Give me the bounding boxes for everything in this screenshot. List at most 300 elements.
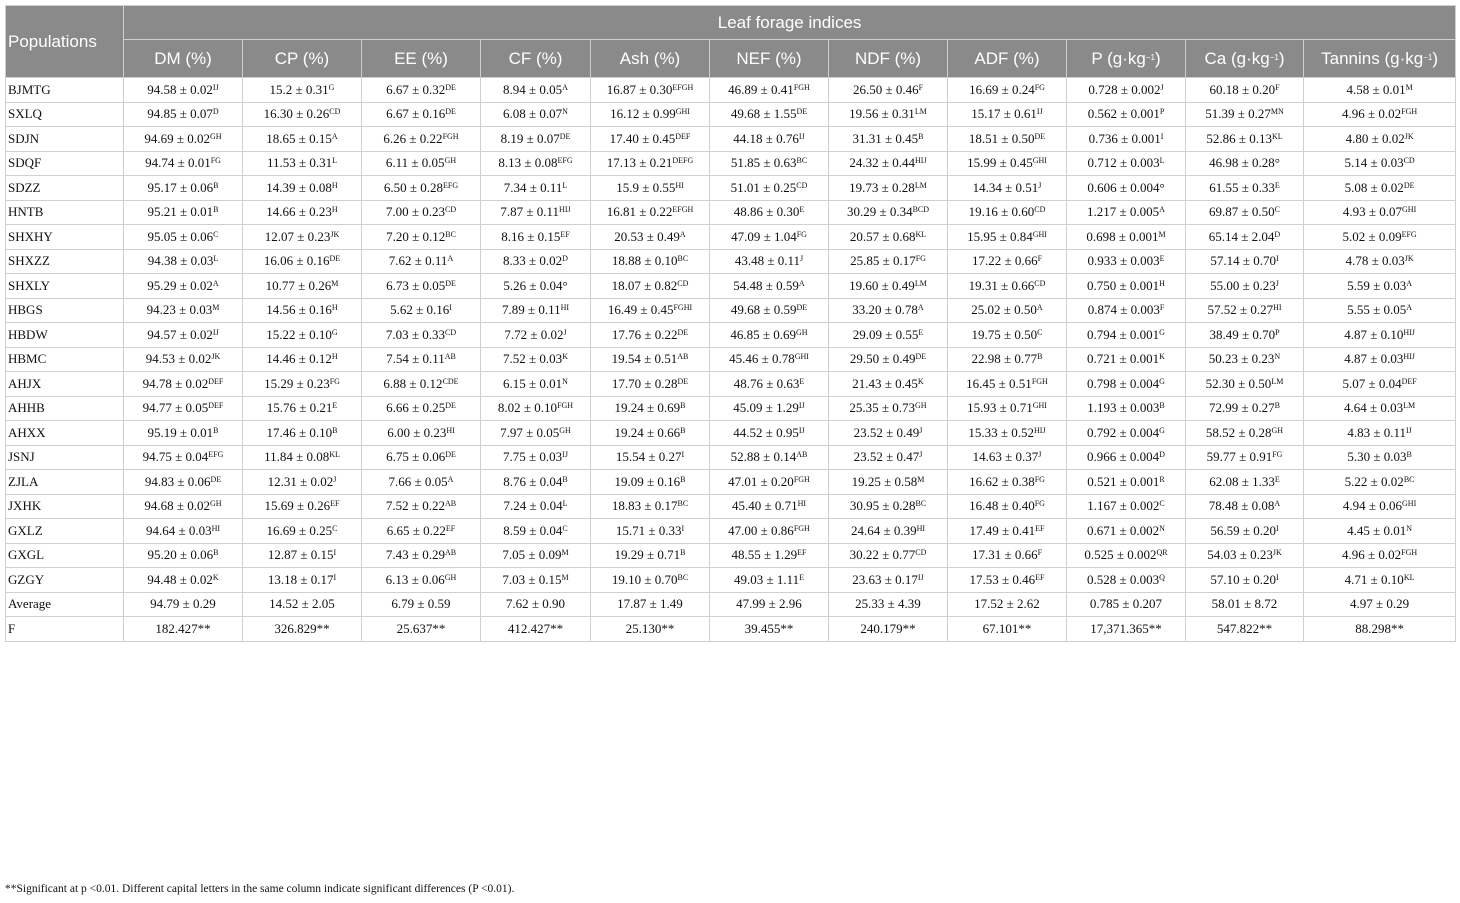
significance-letters: AB xyxy=(444,352,456,362)
value-cell xyxy=(124,298,243,323)
significance-letters: CD xyxy=(677,278,689,288)
significance-letters: FG xyxy=(796,229,807,239)
cell-value: 4.71 ± 0.10 xyxy=(1344,571,1404,587)
value-cell xyxy=(948,372,1067,397)
significance-letters: J xyxy=(1160,82,1164,92)
value-cell xyxy=(1186,176,1304,201)
significance-letters: FG xyxy=(1034,474,1045,484)
significance-letters: KL xyxy=(1403,572,1415,582)
significance-letters: CD xyxy=(915,548,927,558)
cell-value: 0.798 ± 0.004 xyxy=(1087,375,1160,391)
table-footnote: **Significant at p <0.01. Different capital letters in the same column indicate significant differences (P <0.01). xyxy=(5,883,515,895)
value-cell xyxy=(591,445,710,470)
value-cell xyxy=(124,470,243,495)
significance-letters: B xyxy=(918,131,924,141)
cell-value: 44.52 ± 0.95 xyxy=(733,424,799,440)
significance-letters: C xyxy=(1159,499,1165,509)
cell-value: 16.30 ± 0.26 xyxy=(263,106,330,122)
cell-value: 4.78 ± 0.03 xyxy=(1345,253,1405,269)
significance-letters: I xyxy=(1160,131,1164,141)
value-cell xyxy=(124,102,243,127)
value-cell xyxy=(362,519,481,544)
population-cell: JXHK xyxy=(6,494,124,519)
value-cell xyxy=(710,494,829,519)
significance-letters: B xyxy=(680,401,686,411)
significance-letters: IJ xyxy=(798,131,805,141)
population-cell: SHXZZ xyxy=(6,249,124,274)
value-cell xyxy=(1304,568,1456,593)
significance-letters: MN xyxy=(1270,107,1284,117)
cell-value: 95.20 ± 0.06 xyxy=(147,547,214,563)
value-cell xyxy=(1186,249,1304,274)
value-cell xyxy=(243,470,362,495)
significance-letters: M xyxy=(561,548,569,558)
significance-letters: JK xyxy=(211,352,221,362)
cell-value: 19.31 ± 0.66 xyxy=(968,277,1035,293)
significance-letters: FGH xyxy=(793,474,810,484)
cell-value: 5.22 ± 0.02 xyxy=(1344,473,1404,489)
significance-letters: GH xyxy=(210,499,222,509)
value-cell xyxy=(481,323,591,348)
value-cell xyxy=(1186,200,1304,225)
significance-letters: I xyxy=(449,303,452,313)
significance-letters: A xyxy=(679,229,686,239)
cell-value: 46.89 ± 0.41 xyxy=(728,81,794,97)
significance-letters: BC xyxy=(677,254,689,264)
value-cell xyxy=(710,225,829,250)
value-cell xyxy=(948,347,1067,372)
table-row xyxy=(6,347,1456,372)
significance-letters: D xyxy=(212,107,219,117)
value-cell xyxy=(710,519,829,544)
value-cell xyxy=(1067,519,1186,544)
value-cell xyxy=(948,200,1067,225)
cell-value: 12.31 ± 0.02 xyxy=(267,473,334,489)
cell-value: 52.30 ± 0.50 xyxy=(1205,375,1272,391)
cell-value: 19.60 ± 0.49 xyxy=(849,277,915,293)
significance-letters: IJ xyxy=(798,401,805,411)
cell-value: 15.29 ± 0.23 xyxy=(264,375,330,391)
significance-letters: G xyxy=(1159,376,1165,386)
significance-letters: EF xyxy=(1035,523,1045,533)
cell-value: 95.05 ± 0.06 xyxy=(147,228,214,244)
value-cell xyxy=(829,127,948,152)
significance-letters: E xyxy=(799,205,805,215)
value-cell xyxy=(829,78,948,103)
column-header-label: CF (%) xyxy=(508,48,563,68)
value-cell xyxy=(1067,274,1186,299)
value-cell xyxy=(948,323,1067,348)
cell-value: 78.48 ± 0.08 xyxy=(1208,498,1275,514)
column-header xyxy=(481,40,591,78)
value-cell xyxy=(948,298,1067,323)
cell-value: 72.99 ± 0.27 xyxy=(1209,400,1275,416)
value-cell xyxy=(362,568,481,593)
significance-letters: HI xyxy=(560,303,570,313)
significance-letters: N xyxy=(562,107,568,117)
cell-value: 5.55 ± 0.05 xyxy=(1347,302,1407,318)
value-cell xyxy=(948,494,1067,519)
significance-letters: IJ xyxy=(798,425,805,435)
cell-value: 16.81 ± 0.22 xyxy=(606,204,673,220)
cell-value: 30.29 ± 0.34 xyxy=(846,204,913,220)
value-cell xyxy=(124,494,243,519)
significance-letters: J xyxy=(919,450,923,460)
significance-letters: E xyxy=(1274,180,1280,190)
significance-letters: F xyxy=(1159,303,1165,313)
significance-letters: AB xyxy=(445,499,457,509)
value-cell xyxy=(243,225,362,250)
cell-value: 16.69 ± 0.25 xyxy=(266,522,333,538)
value-cell xyxy=(243,298,362,323)
cell-value: 54.03 ± 0.23 xyxy=(1207,547,1273,563)
column-header-label: Ca (g·kg xyxy=(1204,48,1270,68)
cell-value: 0.698 ± 0.001 xyxy=(1086,228,1159,244)
significance-letters: C xyxy=(1037,327,1043,337)
cell-value: 51.85 ± 0.63 xyxy=(730,155,797,171)
cell-value: 25.130** xyxy=(625,620,675,636)
value-cell xyxy=(591,274,710,299)
cell-value: 0.525 ± 0.002 xyxy=(1084,547,1157,563)
significance-letters: J xyxy=(1038,180,1042,190)
significance-letters: DE xyxy=(445,107,456,117)
cell-value: 62.08 ± 1.33 xyxy=(1209,473,1275,489)
cell-value: 22.98 ± 0.77 xyxy=(971,351,1038,367)
value-cell xyxy=(710,127,829,152)
significance-letters: HI xyxy=(446,425,455,435)
significance-letters: GH xyxy=(796,327,808,337)
cell-value: 6.15 ± 0.01 xyxy=(503,375,563,391)
value-cell xyxy=(481,298,591,323)
value-cell xyxy=(124,543,243,568)
value-cell xyxy=(124,323,243,348)
population-cell: F xyxy=(6,617,124,642)
column-header xyxy=(1067,40,1186,78)
value-cell xyxy=(362,347,481,372)
value-cell xyxy=(948,151,1067,176)
cell-value: 18.07 ± 0.82 xyxy=(611,277,678,293)
value-cell xyxy=(1186,78,1304,103)
cell-value: 6.73 ± 0.05 xyxy=(386,277,446,293)
cell-value: 7.62 ± 0.11 xyxy=(388,253,448,269)
value-cell xyxy=(1067,200,1186,225)
value-cell xyxy=(710,543,829,568)
table-row xyxy=(6,543,1456,568)
cell-value: 52.88 ± 0.14 xyxy=(730,449,797,465)
significance-letters: I xyxy=(1275,572,1279,582)
value-cell xyxy=(1186,274,1304,299)
significance-letters: IJ xyxy=(1406,425,1412,435)
value-cell xyxy=(1067,396,1186,421)
significance-letters: FGH xyxy=(1401,107,1418,117)
significance-letters: L xyxy=(562,499,568,509)
cell-value: 326.829** xyxy=(274,620,330,636)
cell-value: 54.48 ± 0.59 xyxy=(733,277,799,293)
value-cell xyxy=(1304,519,1456,544)
value-cell xyxy=(481,151,591,176)
table-row xyxy=(6,445,1456,470)
value-cell xyxy=(243,519,362,544)
significance-letters: LM xyxy=(914,107,927,117)
value-cell xyxy=(1186,568,1304,593)
cell-value: 8.19 ± 0.07 xyxy=(500,130,560,146)
value-cell xyxy=(1304,200,1456,225)
cell-value: 1.193 ± 0.003 xyxy=(1087,400,1160,416)
value-cell xyxy=(591,127,710,152)
cell-value: 547.822** xyxy=(1216,620,1273,636)
significance-letters: G xyxy=(331,327,338,337)
cell-value: 6.65 ± 0.22 xyxy=(386,522,446,538)
cell-value: 7.62 ± 0.90 xyxy=(505,596,566,612)
significance-letters: DEF xyxy=(208,401,224,411)
cell-value: 0.736 ± 0.001 xyxy=(1088,130,1161,146)
significance-letters: GH xyxy=(444,572,457,582)
cell-value: 6.13 ± 0.06 xyxy=(385,571,445,587)
cell-value: 10.77 ± 0.26 xyxy=(265,277,332,293)
cell-value: 29.09 ± 0.55 xyxy=(852,326,919,342)
cell-value: 14.63 ± 0.37 xyxy=(972,449,1039,465)
significance-letters: F xyxy=(1275,82,1280,92)
value-cell xyxy=(948,102,1067,127)
value-cell xyxy=(829,445,948,470)
cell-value: 94.78 ± 0.02 xyxy=(142,375,209,391)
value-cell xyxy=(1067,372,1186,397)
significance-letters: HIJ xyxy=(915,156,927,166)
value-cell xyxy=(710,323,829,348)
significance-letters: BC xyxy=(677,572,689,582)
significance-letters: BC xyxy=(1403,474,1415,484)
value-cell xyxy=(710,421,829,446)
cell-value: 39.455** xyxy=(744,620,794,636)
significance-letters: EFGH xyxy=(672,82,694,92)
cell-value: 17.13 ± 0.21 xyxy=(606,155,673,171)
value-cell xyxy=(948,396,1067,421)
value-cell xyxy=(591,421,710,446)
column-header xyxy=(1304,40,1456,78)
significance-letters: DE xyxy=(1034,131,1046,141)
value-cell xyxy=(829,372,948,397)
cell-value: 7.43 ± 0.29 xyxy=(385,547,445,563)
value-cell xyxy=(481,176,591,201)
cell-value: 94.48 ± 0.02 xyxy=(147,571,213,587)
value-cell xyxy=(829,568,948,593)
value-cell xyxy=(124,592,243,617)
cell-value: 15.17 ± 0.61 xyxy=(971,106,1037,122)
cell-value: 4.97 ± 0.29 xyxy=(1350,596,1410,612)
value-cell xyxy=(1304,176,1456,201)
cell-value: 95.29 ± 0.02 xyxy=(147,277,213,293)
value-cell xyxy=(1304,396,1456,421)
significance-letters: DE xyxy=(329,254,341,264)
significance-letters: DEF xyxy=(1401,376,1417,386)
value-cell xyxy=(829,396,948,421)
cell-value: 8.76 ± 0.04 xyxy=(503,473,563,489)
population-cell: BJMTG xyxy=(6,78,124,103)
cell-value: 48.76 ± 0.63 xyxy=(733,375,800,391)
cell-value: 0.966 ± 0.004 xyxy=(1087,449,1160,465)
value-cell xyxy=(362,470,481,495)
significance-letters: JK xyxy=(1404,254,1414,264)
table-row xyxy=(6,200,1456,225)
significance-letters: CD xyxy=(1403,156,1415,166)
significance-letters: EF xyxy=(560,229,570,239)
cell-value: 4.94 ± 0.06 xyxy=(1342,498,1403,514)
cell-value: 8.02 ± 0.10 xyxy=(497,400,558,416)
value-cell xyxy=(243,372,362,397)
significance-letters: D xyxy=(562,254,568,264)
cell-value: 17.49 ± 0.41 xyxy=(969,522,1036,538)
significance-letters: AB xyxy=(796,450,808,460)
significance-letters: L xyxy=(332,156,338,166)
significance-letters: E xyxy=(918,327,924,337)
cell-value: 19.56 ± 0.31 xyxy=(849,106,915,122)
significance-letters: N xyxy=(562,376,568,386)
cell-value: 7.72 ± 0.02 xyxy=(504,326,564,342)
value-cell xyxy=(948,249,1067,274)
population-cell: AHXX xyxy=(6,421,124,446)
cell-value: 94.77 ± 0.05 xyxy=(142,400,209,416)
value-cell xyxy=(124,617,243,642)
value-cell xyxy=(481,102,591,127)
significance-letters: G xyxy=(1159,327,1165,337)
cell-value: 94.57 ± 0.02 xyxy=(147,326,213,342)
value-cell xyxy=(1067,347,1186,372)
cell-value: 14.46 ± 0.12 xyxy=(266,351,332,367)
significance-letters: BC xyxy=(677,499,689,509)
significance-letters: A xyxy=(1406,303,1413,313)
cell-value: 44.18 ± 0.76 xyxy=(733,130,799,146)
table-row xyxy=(6,421,1456,446)
value-cell xyxy=(1304,225,1456,250)
significance-letters: A xyxy=(1159,205,1165,215)
significance-letters: EFG xyxy=(208,450,224,460)
cell-value: 56.59 ± 0.20 xyxy=(1210,522,1276,538)
value-cell xyxy=(948,617,1067,642)
value-cell xyxy=(243,102,362,127)
population-cell: AHJX xyxy=(6,372,124,397)
significance-letters: BC xyxy=(796,156,808,166)
significance-letters: A xyxy=(447,474,454,484)
cell-value: 4.87 ± 0.03 xyxy=(1344,351,1404,367)
significance-letters: EF xyxy=(797,548,807,558)
value-cell xyxy=(1067,298,1186,323)
cell-value: 7.24 ± 0.04 xyxy=(503,498,563,514)
value-cell xyxy=(481,568,591,593)
significance-letters: D xyxy=(1159,450,1165,460)
cell-value: 6.11 ± 0.05 xyxy=(385,155,445,171)
significance-letters: B xyxy=(680,425,686,435)
cell-value: 59.77 ± 0.91 xyxy=(1206,449,1273,465)
cell-value: 240.179** xyxy=(860,620,916,636)
cell-value: 47.00 ± 0.86 xyxy=(728,522,794,538)
cell-value: 67.101** xyxy=(982,620,1032,636)
significance-letters: Q xyxy=(1159,572,1165,582)
cell-value: 19.16 ± 0.60 xyxy=(968,204,1035,220)
value-cell xyxy=(243,494,362,519)
population-cell: SDQF xyxy=(6,151,124,176)
value-cell xyxy=(1067,78,1186,103)
table-row xyxy=(6,127,1456,152)
significance-letters: LM xyxy=(914,180,927,190)
population-cell: SDZZ xyxy=(6,176,124,201)
value-cell xyxy=(1304,151,1456,176)
value-cell xyxy=(124,274,243,299)
significance-letters: IJ xyxy=(562,450,568,460)
value-cell xyxy=(1186,470,1304,495)
cell-value: 61.55 ± 0.33 xyxy=(1209,179,1275,195)
value-cell xyxy=(591,372,710,397)
cell-value: 57.14 ± 0.70 xyxy=(1210,253,1276,269)
significance-letters: F xyxy=(1037,254,1043,264)
significance-letters: B xyxy=(1159,401,1165,411)
cell-value: 5.59 ± 0.03 xyxy=(1347,277,1407,293)
value-cell xyxy=(591,568,710,593)
cell-value: 15.22 ± 0.10 xyxy=(266,326,332,342)
value-cell xyxy=(948,470,1067,495)
cell-value: 6.79 ± 0.59 xyxy=(391,596,451,612)
value-cell xyxy=(1304,78,1456,103)
column-header-label: Tannins (g·kg xyxy=(1321,48,1424,68)
value-cell xyxy=(1186,592,1304,617)
cell-value: 29.50 ± 0.49 xyxy=(849,351,916,367)
significance-letters: F xyxy=(918,82,924,92)
value-cell xyxy=(1186,494,1304,519)
significance-letters: G xyxy=(1159,425,1165,435)
cell-value: 94.68 ± 0.02 xyxy=(144,498,211,514)
value-cell xyxy=(829,151,948,176)
significance-letters: G xyxy=(328,82,335,92)
cell-value: 7.52 ± 0.22 xyxy=(385,498,445,514)
cell-value: 49.68 ± 1.55 xyxy=(730,106,797,122)
value-cell xyxy=(829,519,948,544)
cell-value: 95.21 ± 0.01 xyxy=(147,204,214,220)
significance-letters: FGH xyxy=(1031,376,1048,386)
value-cell xyxy=(829,470,948,495)
significance-letters: A xyxy=(1406,278,1413,288)
cell-value: 0.721 ± 0.001 xyxy=(1087,351,1160,367)
cell-value: 51.01 ± 0.25 xyxy=(730,179,797,195)
cell-value: 19.25 ± 0.58 xyxy=(851,473,918,489)
value-cell xyxy=(481,470,591,495)
cell-value: 19.54 ± 0.51 xyxy=(611,351,678,367)
significance-letters: HI xyxy=(797,499,807,509)
significance-letters: IJ xyxy=(917,572,924,582)
value-cell xyxy=(591,176,710,201)
cell-value: 0.528 ± 0.003 xyxy=(1087,571,1160,587)
cell-value: 49.68 ± 0.59 xyxy=(730,302,797,318)
significance-letters: JK xyxy=(1272,548,1282,558)
value-cell xyxy=(124,519,243,544)
significance-letters: EF xyxy=(330,499,340,509)
cell-value: 19.10 ± 0.70 xyxy=(611,571,678,587)
cell-value: 8.59 ± 0.04 xyxy=(503,522,563,538)
significance-letters: M xyxy=(917,474,925,484)
value-cell xyxy=(124,78,243,103)
value-cell xyxy=(1067,617,1186,642)
value-cell xyxy=(243,151,362,176)
significance-letters: DE xyxy=(210,474,222,484)
cell-value: 12.87 ± 0.15 xyxy=(267,547,334,563)
significance-letters: K xyxy=(917,376,924,386)
table-row xyxy=(6,151,1456,176)
significance-letters: LM xyxy=(1403,401,1416,411)
cell-value: 45.09 ± 1.29 xyxy=(733,400,799,416)
value-cell xyxy=(124,347,243,372)
significance-letters: CD xyxy=(1034,278,1046,288)
cell-value: 25.637** xyxy=(396,620,446,636)
cell-value: 88.298** xyxy=(1355,620,1404,636)
value-cell xyxy=(362,151,481,176)
